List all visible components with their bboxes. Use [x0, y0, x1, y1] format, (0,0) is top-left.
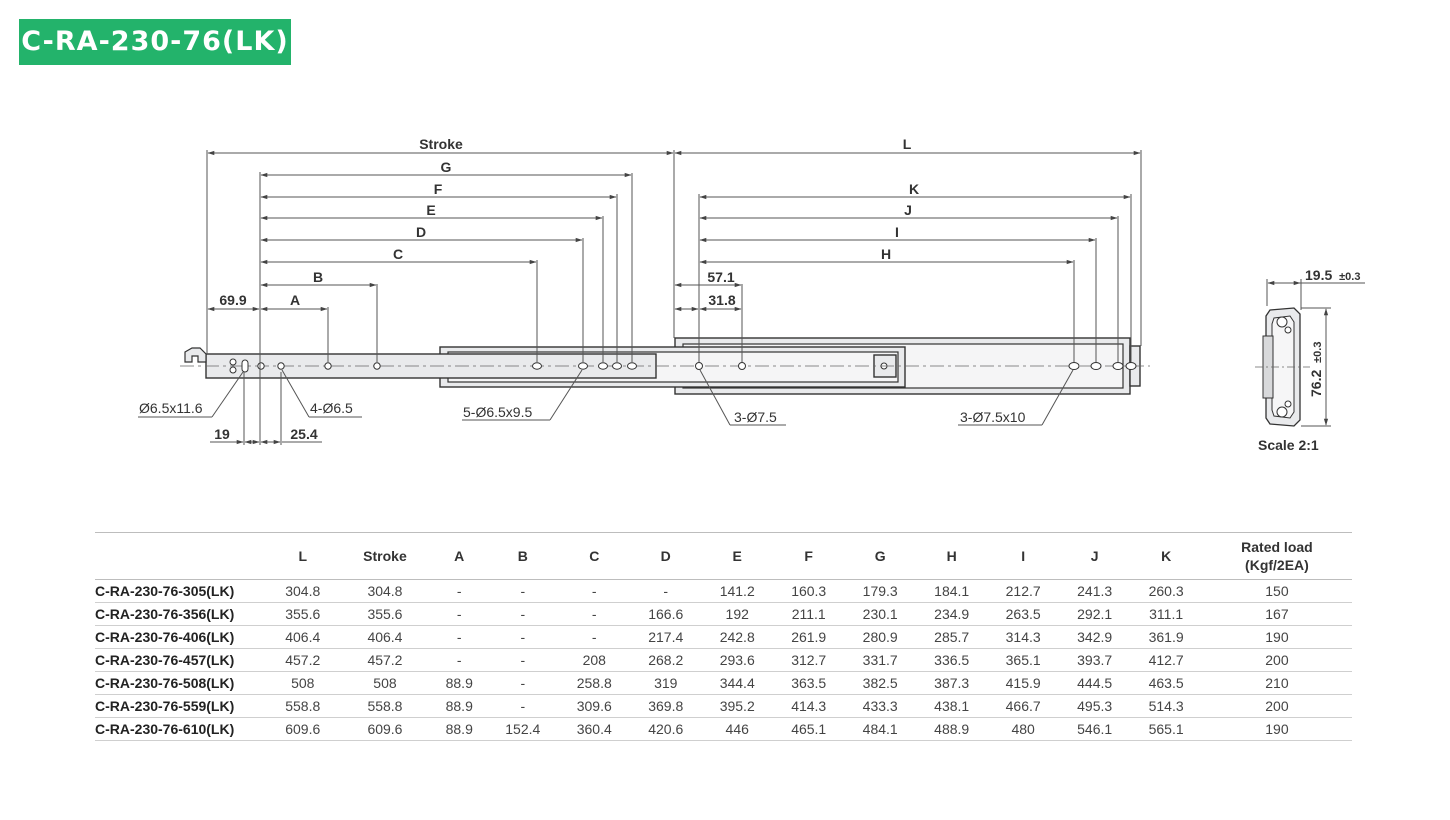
column-header-5: C — [559, 533, 630, 580]
table-cell: 415.9 — [987, 672, 1058, 695]
table-cell: 152.4 — [487, 718, 558, 741]
callout-3-holes-7-5: 3-Ø7.5 — [734, 409, 777, 425]
dim-a-label: A — [289, 292, 301, 308]
table-cell: 361.9 — [1130, 626, 1201, 649]
table-cell: - — [630, 580, 701, 603]
table-cell: 433.3 — [844, 695, 915, 718]
table-row — [95, 626, 1352, 649]
table-cell: 565.1 — [1130, 718, 1201, 741]
table-cell: 463.5 — [1130, 672, 1201, 695]
table-cell: 387.3 — [916, 672, 987, 695]
table-cell: 558.8 — [267, 695, 338, 718]
model-name-cell: C-RA-230-76-508(LK) — [95, 672, 267, 695]
table-cell: 382.5 — [844, 672, 915, 695]
table-cell: 211.1 — [773, 603, 844, 626]
table-cell: 420.6 — [630, 718, 701, 741]
table-cell: 285.7 — [916, 626, 987, 649]
table-cell: 141.2 — [701, 580, 772, 603]
table-cell: 342.9 — [1059, 626, 1130, 649]
table-cell: - — [487, 603, 558, 626]
table-cell: 311.1 — [1130, 603, 1201, 626]
model-name-cell: C-RA-230-76-610(LK) — [95, 718, 267, 741]
table-cell: 360.4 — [559, 718, 630, 741]
dim-stroke-label: Stroke — [419, 136, 463, 152]
table-cell: 395.2 — [701, 695, 772, 718]
table-cell: 319 — [630, 672, 701, 695]
dim-j-label: J — [904, 202, 912, 218]
table-cell: - — [431, 626, 487, 649]
table-cell: 365.1 — [987, 649, 1058, 672]
table-cell: 260.3 — [1130, 580, 1201, 603]
dim-k-label: K — [908, 181, 920, 197]
table-row — [95, 695, 1352, 718]
column-header-1: L — [267, 533, 338, 580]
table-cell: 88.9 — [431, 672, 487, 695]
dim-b-label: B — [312, 269, 324, 285]
model-title-badge: C-RA-230-76(LK) — [19, 19, 291, 65]
table-cell: - — [487, 695, 558, 718]
table-cell: 258.8 — [559, 672, 630, 695]
column-header-2: Stroke — [338, 533, 431, 580]
table-cell: 514.3 — [1130, 695, 1201, 718]
dim-f-label: F — [433, 181, 443, 197]
table-cell: 208 — [559, 649, 630, 672]
table-cell: 261.9 — [773, 626, 844, 649]
table-cell: - — [487, 672, 558, 695]
dim-i-label: I — [895, 224, 899, 240]
table-cell: - — [487, 580, 558, 603]
svg-text:76.2 ±0.3 — [1308, 342, 1324, 397]
table-cell: 414.3 — [773, 695, 844, 718]
column-header-3: A — [431, 533, 487, 580]
table-cell: 190 — [1202, 626, 1352, 649]
side-width-tolerance: ±0.3 — [1339, 271, 1361, 283]
column-header-9: G — [844, 533, 915, 580]
table-cell: 304.8 — [338, 580, 431, 603]
dim-31-8-label: 31.8 — [708, 292, 736, 308]
dim-69-9-label: 69.9 — [219, 292, 247, 308]
table-cell: 304.8 — [267, 580, 338, 603]
table-cell: 200 — [1202, 649, 1352, 672]
table-cell: 484.1 — [844, 718, 915, 741]
table-row — [95, 603, 1352, 626]
table-cell: 508 — [267, 672, 338, 695]
model-name-cell: C-RA-230-76-356(LK) — [95, 603, 267, 626]
table-row — [95, 580, 1352, 603]
table-cell: 558.8 — [338, 695, 431, 718]
table-cell: 230.1 — [844, 603, 915, 626]
dim-25-4-label: 25.4 — [290, 426, 318, 442]
specification-table — [95, 532, 1352, 741]
table-cell: 217.4 — [630, 626, 701, 649]
table-cell: - — [431, 603, 487, 626]
table-row — [95, 649, 1352, 672]
table-cell: 314.3 — [987, 626, 1058, 649]
table-cell: 242.8 — [701, 626, 772, 649]
slide-front-view — [180, 338, 1150, 394]
front-hook — [185, 348, 206, 362]
table-cell: 446 — [701, 718, 772, 741]
table-cell: 190 — [1202, 718, 1352, 741]
table-cell: 192 — [701, 603, 772, 626]
table-cell: - — [559, 626, 630, 649]
model-name-cell: C-RA-230-76-559(LK) — [95, 695, 267, 718]
scale-label: Scale 2:1 — [1258, 437, 1319, 453]
table-cell: 609.6 — [338, 718, 431, 741]
table-cell: - — [559, 603, 630, 626]
table-cell: 280.9 — [844, 626, 915, 649]
table-cell: 495.3 — [1059, 695, 1130, 718]
table-cell: - — [431, 580, 487, 603]
table-cell: 546.1 — [1059, 718, 1130, 741]
callout-4-holes-6-5: 4-Ø6.5 — [310, 400, 353, 416]
side-height-value: 76.2 — [1308, 369, 1324, 397]
table-cell: 393.7 — [1059, 649, 1130, 672]
column-header-12: J — [1059, 533, 1130, 580]
table-row — [95, 672, 1352, 695]
table-cell: 363.5 — [773, 672, 844, 695]
side-height-tolerance: ±0.3 — [1312, 341, 1324, 363]
column-header-0 — [95, 533, 267, 580]
table-cell: 406.4 — [338, 626, 431, 649]
dim-e-label: E — [426, 202, 436, 218]
side-width-value: 19.5 — [1305, 267, 1333, 283]
table-cell: 480 — [987, 718, 1058, 741]
table-cell: 488.9 — [916, 718, 987, 741]
table-cell: 184.1 — [916, 580, 987, 603]
table-cell: 88.9 — [431, 718, 487, 741]
column-header-13: K — [1130, 533, 1201, 580]
dim-19-label: 19 — [214, 426, 230, 442]
table-cell: 241.3 — [1059, 580, 1130, 603]
column-header-7: E — [701, 533, 772, 580]
table-cell: 88.9 — [431, 695, 487, 718]
table-cell: 508 — [338, 672, 431, 695]
table-cell: 466.7 — [987, 695, 1058, 718]
table-cell: 160.3 — [773, 580, 844, 603]
table-cell: 234.9 — [916, 603, 987, 626]
table-cell: 167 — [1202, 603, 1352, 626]
table-cell: - — [431, 649, 487, 672]
dim-d-label: D — [415, 224, 427, 240]
dim-c-label: C — [392, 246, 404, 262]
table-cell: 268.2 — [630, 649, 701, 672]
table-cell: 344.4 — [701, 672, 772, 695]
table-cell: 210 — [1202, 672, 1352, 695]
callout-3-slots-7-5x10: 3-Ø7.5x10 — [960, 409, 1026, 425]
table-cell: 609.6 — [267, 718, 338, 741]
model-name-cell: C-RA-230-76-457(LK) — [95, 649, 267, 672]
table-cell: 355.6 — [267, 603, 338, 626]
table-cell: 444.5 — [1059, 672, 1130, 695]
table-cell: 179.3 — [844, 580, 915, 603]
column-header-4: B — [487, 533, 558, 580]
column-header-6: D — [630, 533, 701, 580]
table-cell: 465.1 — [773, 718, 844, 741]
table-cell: 166.6 — [630, 603, 701, 626]
slide-side-view — [1255, 308, 1310, 426]
callout-slot-6-5x11-6: Ø6.5x11.6 — [139, 400, 203, 416]
column-header-14: Rated load (Kgf/2EA) — [1202, 533, 1352, 580]
callout-5-slots-6-5x9-5: 5-Ø6.5x9.5 — [463, 404, 533, 420]
dim-h-label: H — [880, 246, 892, 262]
table-cell: 406.4 — [267, 626, 338, 649]
table-cell: 412.7 — [1130, 649, 1201, 672]
dim-57-1-label: 57.1 — [707, 269, 735, 285]
table-cell: - — [487, 626, 558, 649]
column-header-10: H — [916, 533, 987, 580]
table-cell: 438.1 — [916, 695, 987, 718]
model-name-cell: C-RA-230-76-406(LK) — [95, 626, 267, 649]
table-cell: 309.6 — [559, 695, 630, 718]
table-cell: 457.2 — [338, 649, 431, 672]
table-row — [95, 718, 1352, 741]
dim-g-label: G — [440, 159, 452, 175]
table-cell: 369.8 — [630, 695, 701, 718]
table-cell: - — [559, 580, 630, 603]
table-cell: 293.6 — [701, 649, 772, 672]
table-cell: 457.2 — [267, 649, 338, 672]
table-cell: 355.6 — [338, 603, 431, 626]
table-cell: 331.7 — [844, 649, 915, 672]
table-cell: 200 — [1202, 695, 1352, 718]
table-cell: 292.1 — [1059, 603, 1130, 626]
column-header-11: I — [987, 533, 1058, 580]
column-header-8: F — [773, 533, 844, 580]
table-cell: - — [487, 649, 558, 672]
model-name-cell: C-RA-230-76-305(LK) — [95, 580, 267, 603]
dim-l-label: L — [902, 136, 912, 152]
table-cell: 312.7 — [773, 649, 844, 672]
table-cell: 150 — [1202, 580, 1352, 603]
table-header-row — [95, 533, 1352, 580]
table-cell: 212.7 — [987, 580, 1058, 603]
svg-text:19.5 ±0.3 — [1305, 267, 1360, 283]
table-cell: 263.5 — [987, 603, 1058, 626]
table-cell: 336.5 — [916, 649, 987, 672]
